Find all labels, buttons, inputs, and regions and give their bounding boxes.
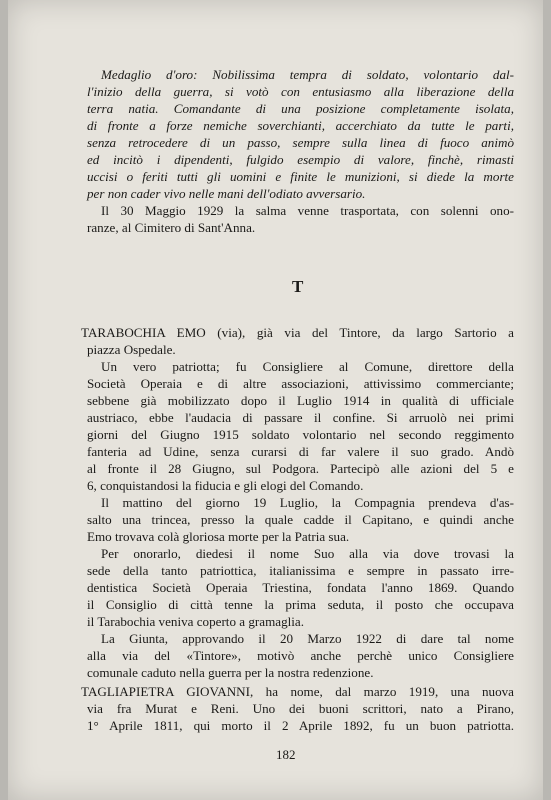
text-line: l'inizio della guerra, si votò con entusiasmo alla liberazione della: [87, 84, 514, 99]
text-line: Emo trovava colà gloriosa morte per la Patria sua.: [87, 529, 350, 544]
text-line: Medaglio d'oro: Nobilissima tempra di soldato, volontario dal-: [101, 67, 514, 82]
text-line: fanteria ad Udine, senza curarsi di far valere il suo grado. Andò: [87, 444, 514, 459]
text-line: TAGLIAPIETRA GIOVANNI, ha nome, dal marzo 1919, una nuova: [81, 684, 514, 699]
page-number: 182: [276, 747, 296, 762]
text-line: uccisi o feriti tutti gli uomini e finite le munizioni, si diede la morte: [87, 169, 514, 184]
text-line: sede della tanto patriottica, italianissima e sempre in passato irre-: [87, 563, 514, 578]
text-line: dentistica Società Operaia Triestina, fondata l'anno 1869. Quando: [87, 580, 514, 595]
text-line: il Tarabochia veniva coperto a gramaglia.: [87, 614, 304, 629]
text-line: ed incitò i dipendenti, fulgido esempio di valore, finchè, rimasti: [87, 152, 514, 167]
text-line: austriaco, ebbe l'audacia di passare il confine. Si arruolò nei primi: [87, 410, 514, 425]
text-line: al fronte il 28 Giugno, sul Podgora. Partecipò alle azioni del 5 e: [87, 461, 514, 476]
text-line: salto una trincea, presso la quale cadde il Capitano, e quindi anche: [87, 512, 514, 527]
text-line: 1° Aprile 1811, qui morto il 2 Aprile 1892, fu un buon patriotta.: [87, 718, 514, 733]
text-line: di fronte a forze nemiche soverchianti, accerchiato da tutte le parti,: [87, 118, 514, 133]
text-line: Un vero patriotta; fu Consigliere al Comune, direttore della: [101, 359, 514, 374]
text-line: Società Operaia e di altre associazioni, attivissimo commerciante;: [87, 376, 514, 391]
text-line: giorni del Giugno 1915 soldato volontario nel secondo reggimento: [87, 427, 514, 442]
text-line: comunale caduto nella guerra per la nostra redenzione.: [87, 665, 374, 680]
text-line: La Giunta, approvando il 20 Marzo 1922 di dare tal nome: [101, 631, 514, 646]
text-line: ranze, al Cimitero di Sant'Anna.: [87, 220, 256, 235]
text-line: Il 30 Maggio 1929 la salma venne trasportata, con solenni ono-: [101, 203, 514, 218]
text-line: per non cader vivo nelle mani dell'odiato avversario.: [87, 186, 366, 201]
text-line: via fra Murat e Reni. Uno dei buoni scrittori, nato a Pirano,: [87, 701, 514, 716]
text-line: Per onorarlo, diedesi il nome Suo alla via dove trovasi la: [101, 546, 514, 561]
text-line: Il mattino del giorno 19 Luglio, la Compagnia prendeva d'as-: [101, 495, 514, 510]
text-line: TARABOCHIA EMO (via), già via del Tintore, da largo Sartorio a: [81, 325, 514, 340]
text-line: piazza Ospedale.: [87, 342, 176, 357]
text-line: alla via del «Tintore», motivò anche perchè unico Consigliere: [87, 648, 514, 663]
text-line: terra natia. Comandante di una posizione completamente isolata,: [87, 101, 514, 116]
text-line: senza retrocedere di un passo, sempre sulla linea di fuoco animò: [87, 135, 514, 150]
text-line: il Consiglio di città tenne la prima seduta, il posto che occupava: [87, 597, 514, 612]
section-letter-heading: T: [292, 277, 304, 296]
text-line: 6, conquistandosi la fiducia e gli elogi del Comando.: [87, 478, 364, 493]
text-line: sebbene già mobilizzato dopo il Luglio 1914 in qualità di ufficiale: [87, 393, 514, 408]
book-page: [8, 0, 543, 800]
